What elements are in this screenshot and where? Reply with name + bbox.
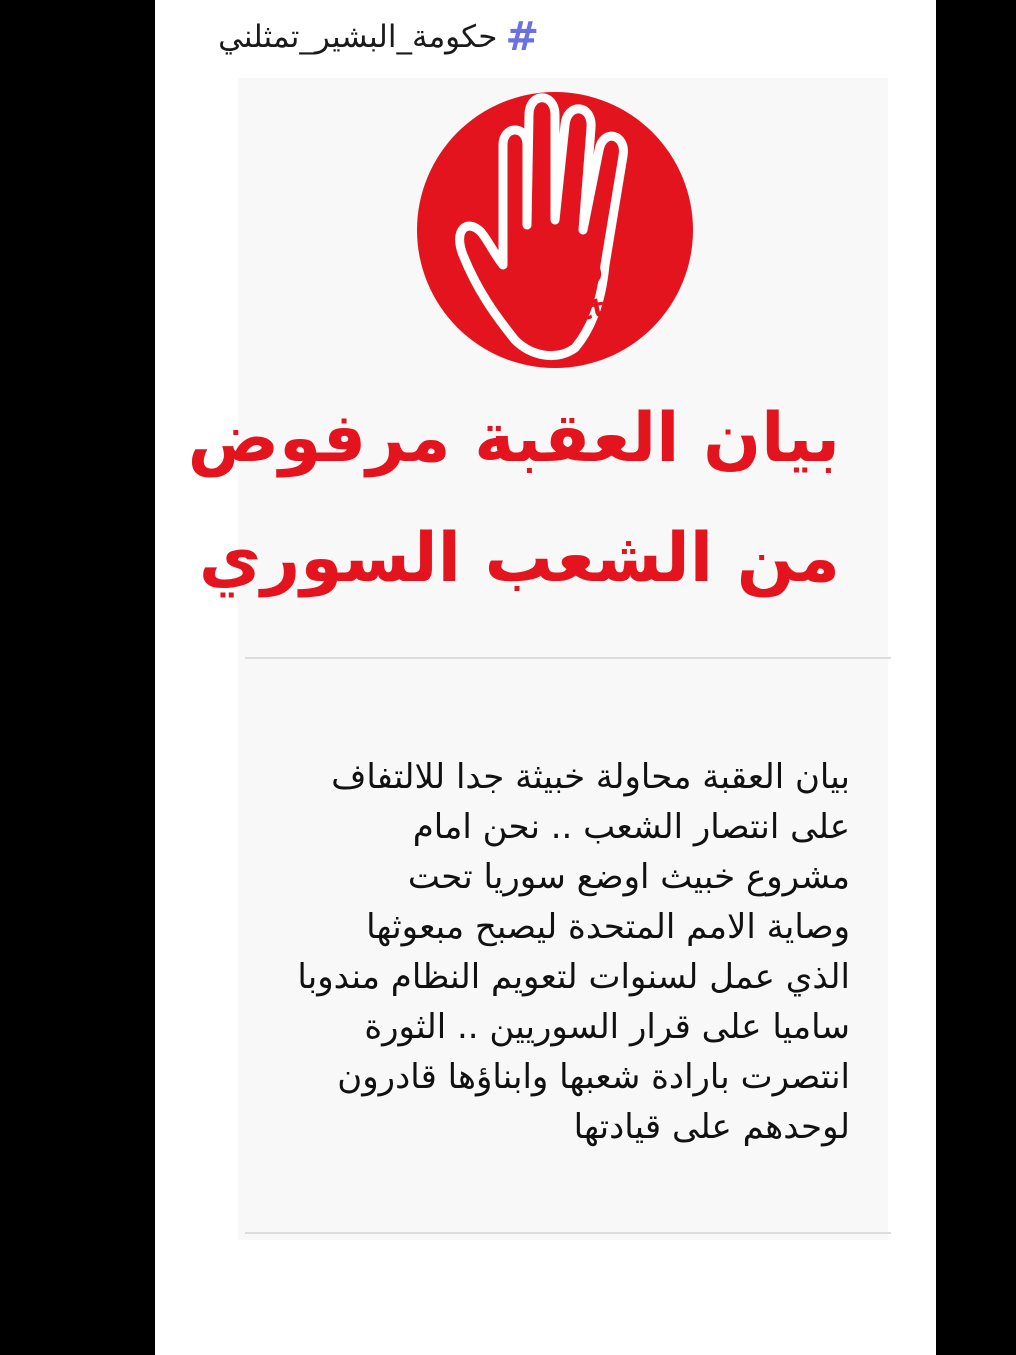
bottom-divider <box>245 1232 891 1234</box>
statement-line: مشروع خبيث اوضع سوريا تحت <box>407 857 850 897</box>
statement-line: وصاية الامم المتحدة ليصبح مبعوثها <box>366 907 850 947</box>
statement-line: على انتصار الشعب .. نحن امام <box>412 807 850 847</box>
hash-icon: # <box>505 14 539 60</box>
reject-logo <box>415 90 695 370</box>
section-divider <box>245 657 891 659</box>
headline-line-2: من الشعب السوري <box>198 519 840 598</box>
logo-english-text: Reject <box>511 292 608 342</box>
headline-line-1: بيان العقبة مرفوض <box>187 399 840 478</box>
statement-line: انتصرت بارادة شعبها وابناؤها قادرون <box>337 1057 850 1097</box>
statement-line: ساميا على قرار السوريين .. الثورة <box>364 1007 850 1047</box>
statement-line: بيان العقبة محاولة خبيثة جدا للالتفاف <box>331 757 850 797</box>
logo-arabic-text: رفض <box>500 240 607 304</box>
statement-line: الذي عمل لسنوات لتعويم النظام مندوبا <box>297 957 850 997</box>
statement-line: لوحدهم على قيادتها <box>573 1107 850 1147</box>
hashtag-chip[interactable] <box>200 12 553 62</box>
hashtag-text: حكومة_البشير_تمثلني <box>218 19 498 55</box>
